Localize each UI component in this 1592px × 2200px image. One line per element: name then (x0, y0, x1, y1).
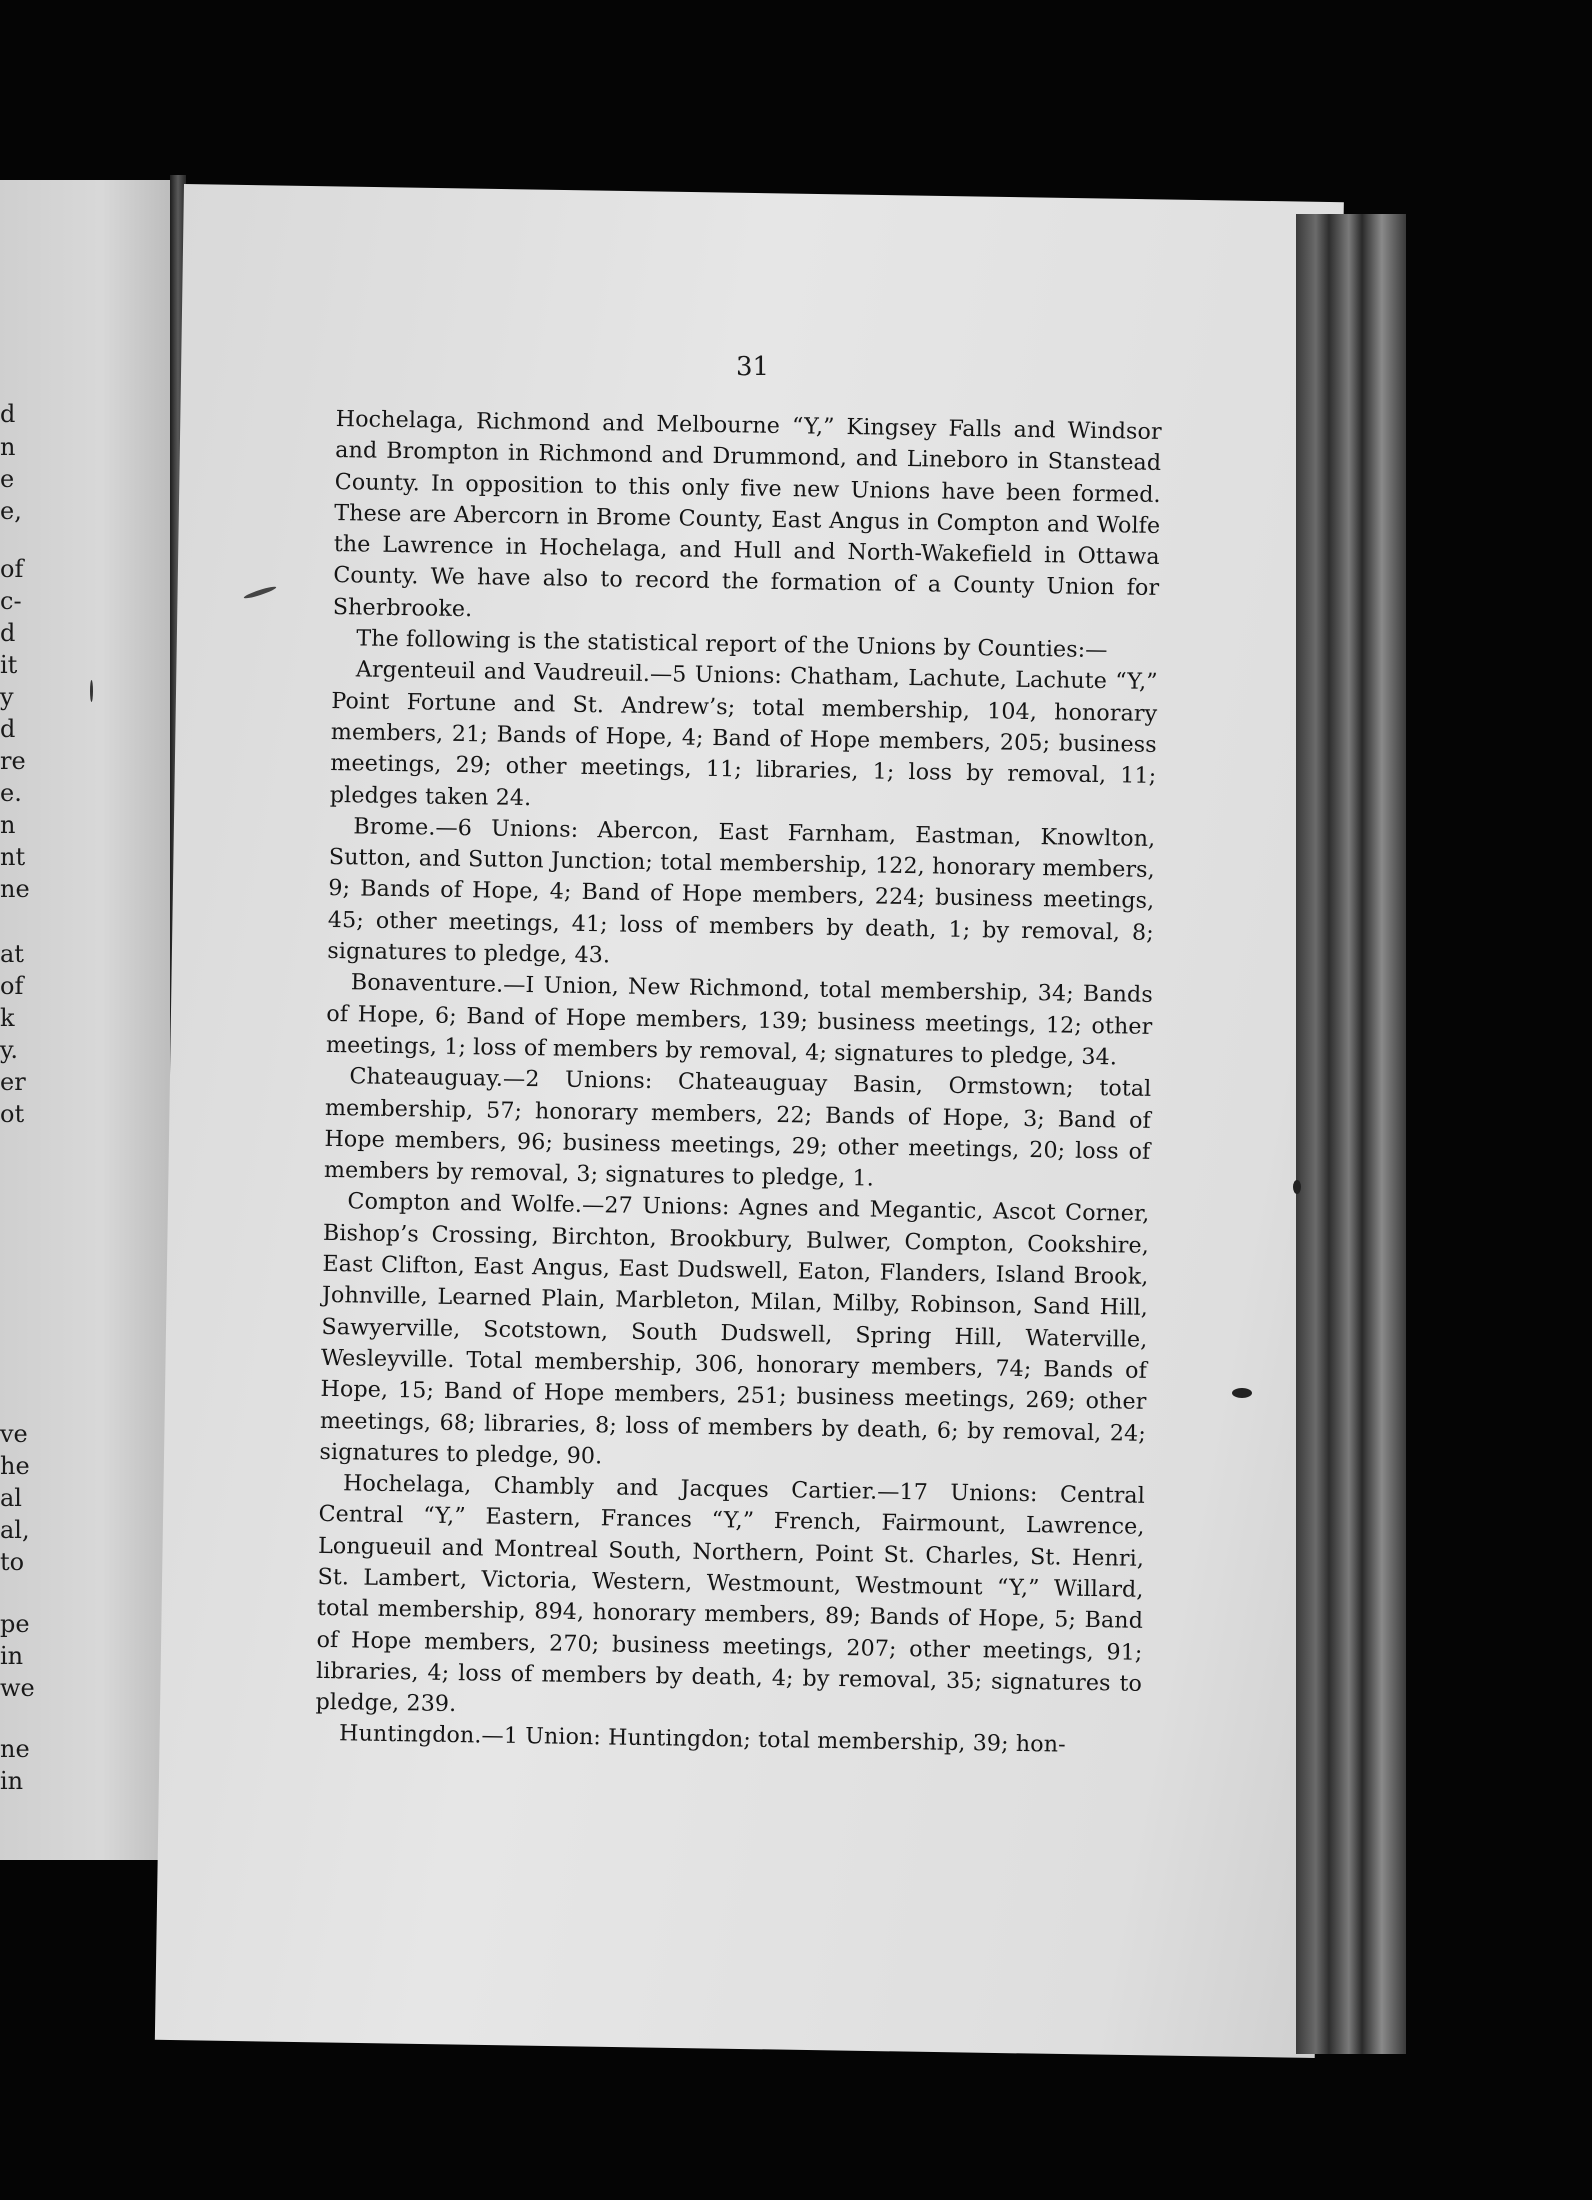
fragment: y. (0, 1036, 18, 1064)
fragment: k (0, 1004, 15, 1032)
page-stack-edges (1296, 214, 1406, 2054)
fragment: of (0, 555, 24, 583)
fragment: n (0, 433, 16, 461)
paragraph: Hochelaga, Chambly and Jacques Cartier.—17 Unions: Central Central “Y,” Eastern, Frances “Y,” French, Fairmount, Lawrence, Longueuil and Montreal South, Northern, Point St. Charles, St. Henri, St. Lambert, Victoria, Western, Westmount, Westmount “Y,” Willard, total membership, 894, honorary members, 89; Bands of Hope, 5; Band of Hope members, 270; business meetings, 207; other meetings, 91; libraries, 4; loss of members by death, 4; by removal, 35; signatures to pledge, 239. (315, 1470, 1146, 1718)
fragment: to (0, 1548, 25, 1576)
paragraph: The following is the statistical report of the Unions by Counties:— (356, 625, 1108, 664)
facing-page-edge (0, 180, 170, 1860)
fragment: it (0, 651, 18, 679)
paragraph: Chateauguay.—2 Unions: Chateauguay Basin, Ormstown; total membership, 57; honorary members, 22; Bands of Hope, 3; Band of Hope members, 96; business meetings, 29; other meetings, 20; loss of members by removal, 3; signatures to pledge, 1. (323, 1063, 1152, 1192)
fragment: er (0, 1068, 26, 1096)
paragraph: Compton and Wolfe.—27 Unions: Agnes and Megantic, Ascot Corner, Bishop’s Crossing, Birchton, Brookbury, Bulwer, Compton, Cookshire, East Clifton, East Angus, East Dudswell, Eaton, Flanders, Island Brook, Johnville, Learned Plain, Marbleton, Milan, Milby, Robinson, Sand Hill, Sawyerville, Scotstown, South Dudswell, Spring Hill, Waterville, Wesleyville. Total membership, 306, honorary members, 74; Bands of Hope, 15; Band of Hope members, 251; business meetings, 269; other meetings, 68; libraries, 8; loss of members by death, 6; by removal, 24; signatures to pledge, 90. (319, 1188, 1150, 1470)
fragment: e. (0, 779, 22, 807)
fragment: ve (0, 1420, 28, 1448)
paragraph: Hochelaga, Richmond and Melbourne “Y,” Kingsey Falls and Windsor and Brompton in Richmond and Drummond, and Lineboro in Stanstead County. In opposition to this only five new Unions have been formed. These are Abercorn in Brome County, East Angus in Compton and Wolfe the Lawrence in Hochelaga, and Hull and North-Wakefield in Ottawa County. We have also to record the formation of a County Union for Sherbrooke. (332, 405, 1162, 622)
paragraph: Huntingdon.—1 Union: Huntingdon; total membership, 39; hon- (338, 1720, 1066, 1759)
fragment: ne (0, 875, 30, 903)
fragment: d (0, 715, 16, 743)
fragment: at (0, 940, 24, 968)
fragment: n (0, 811, 16, 839)
fragment: of (0, 972, 24, 1000)
fragment: re (0, 747, 26, 775)
ink-smudge (1232, 1388, 1252, 1398)
fragment: d (0, 400, 16, 428)
fragment: al, (0, 1516, 30, 1544)
fragment: ot (0, 1100, 25, 1128)
fragment: he (0, 1452, 30, 1480)
fragment: nt (0, 843, 26, 871)
paragraph: Bonaventure.—I Union, New Richmond, total membership, 34; Bands of Hope, 6; Band of Hope members, 139; business meetings, 12; other meetings, 1; loss of members by removal, 4; signatures to pledge, 34. (325, 969, 1154, 1071)
fragment: in (0, 1767, 24, 1795)
fragment: in (0, 1642, 24, 1670)
paragraph: Brome.—6 Unions: Abercon, East Farnham, Eastman, Knowlton, Sutton, and Sutton Junction; total membership, 122, honorary members, 9; Bands of Hope, 4; Band of Hope members, 224; business meetings, 45; other meetings, 41; loss of members by death, 1; by removal, 8; signatures to pledge, 43. (327, 813, 1156, 969)
page-body-text (315, 404, 1162, 1763)
ink-smudge (90, 680, 93, 702)
fragment: pe (0, 1610, 30, 1638)
fragment: e, (0, 497, 22, 525)
page-number: 31 (736, 352, 770, 382)
fragment: al (0, 1484, 22, 1512)
fragment: c- (0, 587, 22, 615)
fragment: ne (0, 1735, 30, 1763)
fragment: d (0, 619, 16, 647)
fragment: e (0, 465, 15, 493)
fragment: we (0, 1674, 35, 1702)
fragment: y (0, 683, 14, 711)
ink-smudge (1293, 1180, 1301, 1194)
paragraph: Argenteuil and Vaudreuil.—5 Unions: Chatham, Lachute, Lachute “Y,” Point Fortune and St. Andrew’s; total membership, 104, honorary members, 21; Bands of Hope, 4; Band of Hope members, 205; business meetings, 29; other meetings, 11; libraries, 1; loss by removal, 11; pledges taken 24. (329, 656, 1158, 811)
